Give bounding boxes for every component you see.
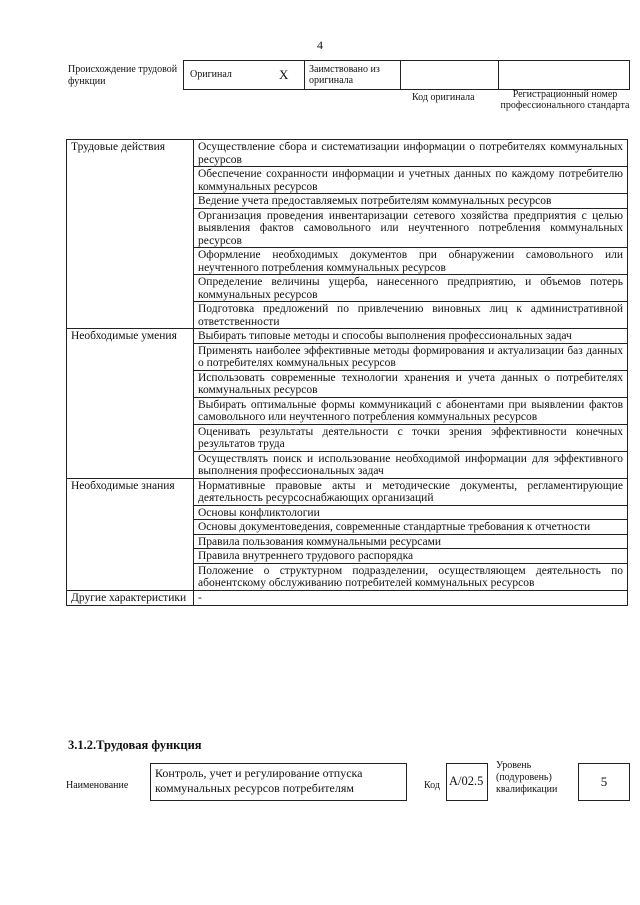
table-row (67, 478, 628, 505)
table-row (67, 140, 628, 167)
item-cell: Определение величины ущерба, нанесенного предприятию, и объемов потерь коммунальных ресурсов (194, 275, 628, 302)
original-mark: X (279, 67, 289, 82)
item-cell: Ведение учета предоставляемых потребителям коммунальных ресурсов (194, 194, 628, 209)
category-cell: Другие характеристики (67, 590, 194, 606)
function-name: Контроль, учет и регулирование отпуска коммунальных ресурсов потребителям (155, 766, 363, 795)
name-cell (150, 763, 407, 801)
item-cell: Применять наиболее эффективные методы формирования и актуализации баз данных о потребителях коммунальных ресурсов (194, 343, 628, 370)
level-cell (578, 763, 630, 801)
function-table (66, 139, 628, 606)
category-cell: Необходимые умения (67, 329, 194, 479)
original-label: Оригинал (190, 69, 232, 80)
item-cell: Оформление необходимых документов при обнаружении самовольного или неучтенного потребления коммунальных ресурсов (194, 248, 628, 275)
function-code: А/02.5 (449, 774, 484, 788)
borrowed-label: Заимствовано из оригинала (309, 64, 380, 86)
item-cell: Нормативные правовые акты и методические документы, регламентирующие деятельность ресурсоснабжающих организаций (194, 478, 628, 505)
page-number: 4 (317, 38, 323, 52)
item-cell: Правила внутреннего трудового распорядка (194, 549, 628, 564)
category-cell: Необходимые знания (67, 478, 194, 590)
item-cell: Осуществление сбора и систематизации информации о потребителях коммунальных ресурсов (194, 140, 628, 167)
section-title: 3.1.2.Трудовая функция (68, 738, 202, 752)
name-label: Наименование (66, 780, 129, 791)
item-cell: Подготовка предложений по привлечению виновных лиц к административной ответственности (194, 302, 628, 329)
item-cell: Организация проведения инвентаризации сетевого хозяйства предприятия с целью выявления фактов самовольного или неучтенного потребления коммунальных ресурсов (194, 208, 628, 248)
item-cell: Правила пользования коммунальными ресурсами (194, 534, 628, 549)
item-cell: Основы документоведения, современные стандартные требования к отчетности (194, 520, 628, 535)
item-cell: Выбирать типовые методы и способы выполнения профессиональных задач (194, 329, 628, 344)
item-cell: Выбирать оптимальные формы коммуникаций с абонентами при выявлении фактов самовольного или неучтенного потребления коммунальных ресурсов (194, 397, 628, 424)
item-cell: - (194, 590, 628, 606)
original-cell (183, 60, 305, 90)
level-label: Уровень (подуровень) квалификации (496, 760, 558, 795)
item-cell: Положение о структурном подразделении, осуществляющем деятельность по абонентскому обслуживанию потребителей коммунальных ресурсов (194, 563, 628, 590)
reg-number-caption: Регистрационный номер профессионального стандарта (500, 89, 630, 111)
origin-label: Происхождение трудовой функции (68, 64, 178, 87)
code-original-caption: Код оригинала (412, 92, 475, 103)
table-row (67, 329, 628, 344)
item-cell: Основы конфликтологии (194, 505, 628, 520)
table-row (67, 590, 628, 606)
code-label: Код (424, 780, 440, 791)
code-original-cell (400, 60, 499, 90)
function-level: 5 (600, 774, 608, 789)
item-cell: Оценивать результаты деятельности с точки зрения эффективности конечных результатов труда (194, 424, 628, 451)
borrowed-cell (304, 60, 401, 90)
category-cell: Трудовые действия (67, 140, 194, 329)
item-cell: Использовать современные технологии хранения и учета данных о потребителях коммунальных ресурсов (194, 370, 628, 397)
item-cell: Осуществлять поиск и использование необходимой информации для эффективного выполнения профессиональных задач (194, 451, 628, 478)
reg-number-cell (498, 60, 630, 90)
code-cell (446, 763, 488, 801)
item-cell: Обеспечение сохранности информации и учетных данных по каждому потребителю коммунальных ресурсов (194, 167, 628, 194)
